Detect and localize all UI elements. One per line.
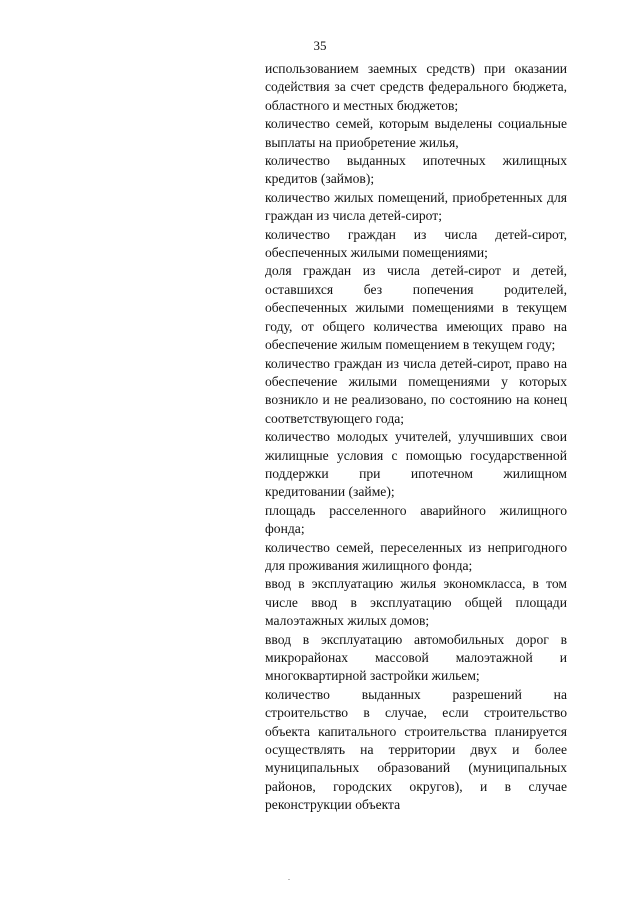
list-item: площадь расселенного аварийного жилищного фонда; bbox=[265, 502, 567, 537]
list-item: количество семей, переселенных из непригодного для проживания жилищного фонда; bbox=[265, 539, 567, 573]
list-item: количество жилых помещений, приобретенных для граждан из числа детей-сирот; bbox=[265, 189, 567, 224]
list-item: количество семей, которым выделены социальные выплаты на приобретение жилья, bbox=[265, 116, 567, 150]
scan-speck bbox=[288, 879, 290, 880]
list-item: использованием заемных средств) при оказании содействия за счет средств федерального бюджета, областного и местных бюджетов; bbox=[265, 61, 567, 113]
indicator-list bbox=[265, 60, 567, 815]
list-item: ввод в эксплуатацию автомобильных дорог в микрорайонах массовой малоэтажной и многоквартирной застройки жильем; bbox=[265, 631, 567, 684]
list-item: доля граждан из числа детей-сирот и детей, оставшихся без попечения родителей, обеспеченных жилыми помещениями в текущем году, от общего количества имеющих право на обеспечение жилым помещением в текущем году; bbox=[265, 263, 567, 353]
list-item: количество граждан из числа детей-сирот, обеспеченных жилыми помещениями; bbox=[265, 226, 567, 261]
list-item: количество выданных ипотечных жилищных кредитов (займов); bbox=[265, 153, 567, 187]
list-item: количество молодых учителей, улучшивших свои жилищные условия с помощью государственной поддержки при ипотечном жилищном кредитовании (займе); bbox=[265, 429, 567, 500]
list-item: количество граждан из числа детей-сирот, право на обеспечение жилыми помещениями у которых возникло и не реализовано, по состоянию на конец соответствующего года; bbox=[265, 355, 567, 426]
list-item: ввод в эксплуатацию жилья экономкласса, в том числе ввод в эксплуатацию общей площади малоэтажных жилых домов; bbox=[265, 576, 567, 629]
page-number: 35 bbox=[313, 38, 327, 53]
list-item: количество выданных разрешений на строительство в случае, если строительство объекта капитального строительства планируется осуществлять на территории двух и более муниципальных образований (муниципальных районов, городских округов), и в случае реконструкции объекта bbox=[265, 686, 567, 813]
